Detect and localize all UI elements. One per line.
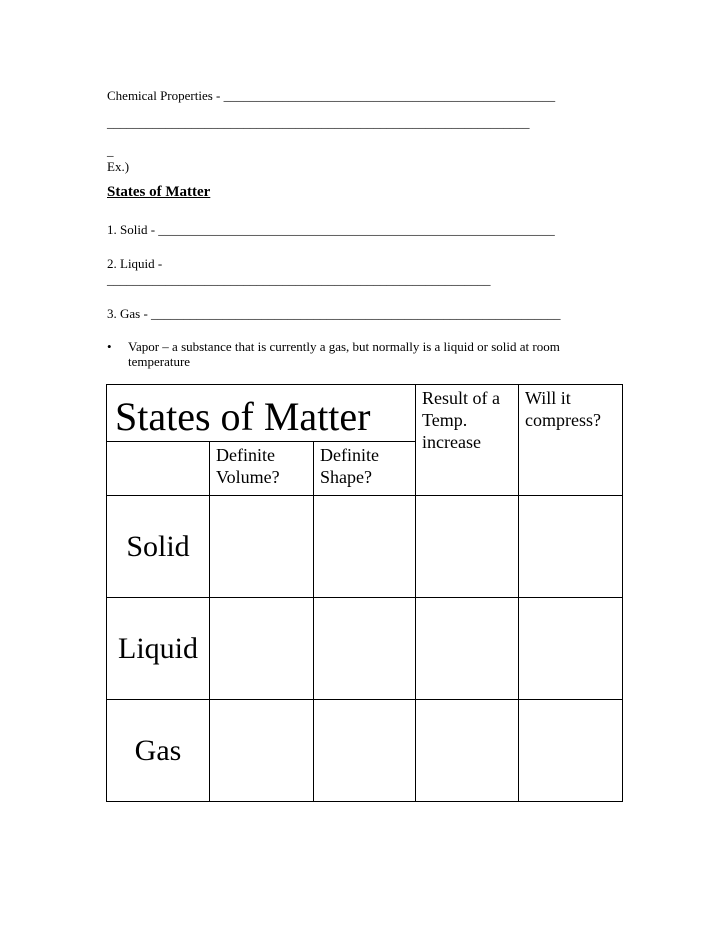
table-cell: [416, 700, 519, 802]
liquid-blank-line: ___________________________________________________________: [107, 272, 491, 287]
table-title: States of Matter: [115, 394, 371, 439]
table-row: [107, 598, 623, 700]
table-cell: [210, 496, 314, 598]
bullet-icon: •: [107, 339, 112, 354]
table-cell: [519, 496, 623, 598]
states-heading: States of Matter: [107, 184, 211, 200]
row-label-gas: Gas: [107, 700, 210, 802]
table-cell: [210, 700, 314, 802]
table-cell: [314, 700, 416, 802]
table-row: [107, 496, 623, 598]
row-label-solid: Solid: [107, 496, 210, 598]
table-header-row: [107, 385, 623, 442]
solid-line: 1. Solid - _____________________________________________________________: [107, 222, 555, 237]
volume-header: Definite Volume?: [210, 442, 314, 496]
empty-header-cell: [107, 442, 210, 496]
table-cell: [416, 496, 519, 598]
table-cell: [210, 598, 314, 700]
chemical-properties-blank-end: _: [107, 143, 114, 158]
states-of-matter-table: [106, 384, 623, 802]
liquid-line: 2. Liquid -: [107, 256, 163, 271]
table-row: [107, 700, 623, 802]
table-cell: [519, 598, 623, 700]
table-cell: [416, 598, 519, 700]
vapor-definition: Vapor – a substance that is currently a gas, but normally is a liquid or solid at room temperature: [128, 339, 560, 369]
shape-header: Definite Shape?: [314, 442, 416, 496]
chemical-properties-line: Chemical Properties - ___________________________________________________: [107, 88, 556, 103]
chemical-properties-blank-line: _________________________________________________________________: [107, 115, 530, 130]
table-cell: [314, 496, 416, 598]
table-title-cell: [107, 385, 416, 442]
table-cell: [519, 700, 623, 802]
table-cell: [314, 598, 416, 700]
row-label-liquid: Liquid: [107, 598, 210, 700]
gas-line: 3. Gas - _______________________________________________________________: [107, 306, 561, 321]
temp-increase-header: Result of a Temp. increase: [416, 385, 519, 496]
example-label: Ex.): [107, 159, 130, 174]
compress-header: Will it compress?: [519, 385, 623, 496]
